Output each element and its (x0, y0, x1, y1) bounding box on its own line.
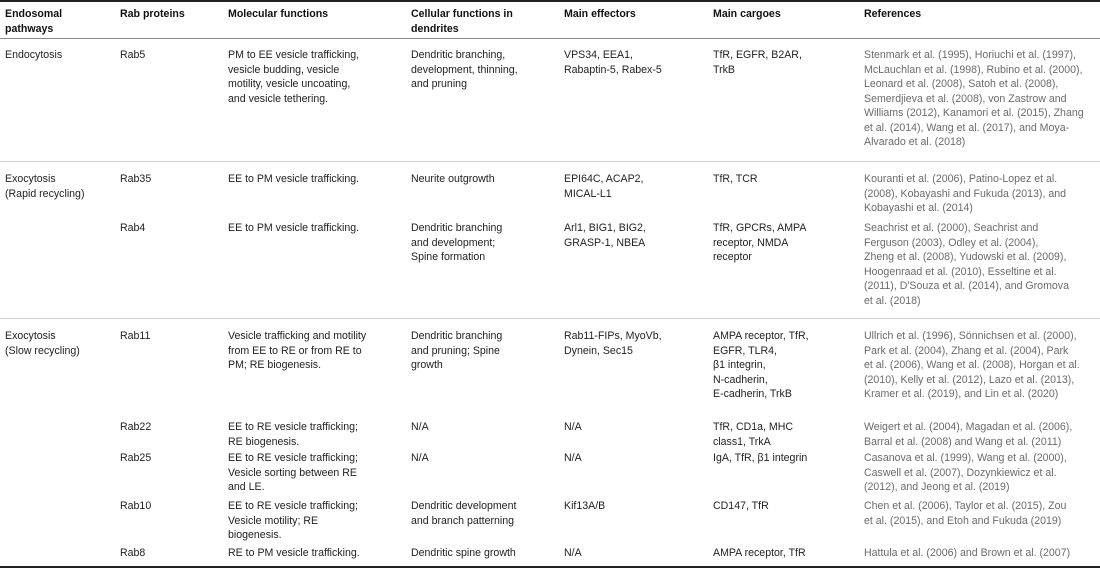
main-effectors-cell: N/A (564, 452, 582, 464)
main-cargoes-cell: TfR, GPCRs, AMPA receptor, NMDA receptor (713, 222, 807, 263)
table-bottom-rule (0, 566, 1100, 568)
references-cell: Weigert et al. (2004), Magadan et al. (2006), Barral et al. (2008) and Wang et al. (2011) (864, 421, 1073, 448)
references-cell: Kouranti et al. (2006), Patino-Lopez et al. (2008), Kobayashi and Fukuda (2013), and Kobayashi et al. (2014) (864, 173, 1067, 214)
pathway-cell: Endocytosis (5, 49, 63, 61)
rab-cell: Rab22 (120, 421, 152, 433)
main-effectors-cell: N/A (564, 421, 582, 433)
main-effectors-cell: Rab11-FIPs, MyoVb, Dynein, Sec15 (564, 330, 662, 357)
molecular-functions-cell: EE to RE vesicle trafficking; Vesicle sorting between RE and LE. (228, 452, 358, 493)
cellular-functions-cell: Dendritic branching, development, thinning, and pruning (411, 49, 518, 90)
references-cell: Seachrist et al. (2000), Seachrist and Ferguson (2003), Odley et al. (2004), Zheng et al. (2008), Yudowski et al. (2009), Hoogenraad et al. (2010), Esseltine et al. (2011), D'Souza et al. (2014), and Gromova et al. (2018) (864, 222, 1069, 307)
column-header: Main effectors (564, 8, 636, 20)
column-header: References (864, 8, 922, 20)
column-header: Main cargoes (713, 8, 781, 20)
cellular-functions-cell: N/A (411, 421, 429, 433)
rab-cell: Rab8 (120, 547, 146, 559)
molecular-functions-cell: PM to EE vesicle trafficking, vesicle budding, vesicle motility, vesicle uncoating, and vesicle tethering. (228, 49, 360, 105)
header-bottom-rule (0, 38, 1100, 39)
molecular-functions-cell: EE to RE vesicle trafficking; Vesicle motility; RE biogenesis. (228, 500, 358, 541)
row-separator (0, 318, 1100, 319)
rab-cell: Rab4 (120, 222, 146, 234)
row-separator (0, 161, 1100, 162)
rab-cell: Rab5 (120, 49, 146, 61)
main-effectors-cell: EPI64C, ACAP2, MICAL-L1 (564, 173, 644, 200)
main-cargoes-cell: CD147, TfR (713, 500, 769, 512)
main-cargoes-cell: IgA, TfR, β1 integrin (713, 452, 808, 464)
main-effectors-cell: Arl1, BIG1, BIG2, GRASP-1, NBEA (564, 222, 646, 249)
cellular-functions-cell: Dendritic branching and pruning; Spine growth (411, 330, 503, 371)
main-cargoes-cell: AMPA receptor, TfR (713, 547, 806, 559)
references-cell: Stenmark et al. (1995), Horiuchi et al. (1997), McLauchlan et al. (1998), Rubino et al. (2000), Leonard et al. (2008), Satoh et al. (2008), Semerdjieva et al. (2008), von Zastrow and Williams (2012), Kanamori et al. (2015), Zhang et al. (2014), Wang et al. (2017), and Moya- Alvarado et al. (2018) (864, 49, 1084, 148)
cellular-functions-cell: Dendritic branching and development; Spine formation (411, 222, 503, 263)
molecular-functions-cell: Vesicle trafficking and motility from EE to RE or from RE to PM; RE biogenesis. (228, 330, 367, 371)
main-cargoes-cell: TfR, TCR (713, 173, 758, 185)
references-cell: Ullrich et al. (1996), Sönnichsen et al. (2000), Park et al. (2004), Zhang et al. (2004), Park et al. (2006), Wang et al. (2008), Horgan et al. (2010), Kelly et al. (2012), Lazo et al. (2013), Kramer et al. (2019), and Lin et al. (2020) (864, 330, 1080, 400)
column-header: Molecular functions (228, 8, 329, 20)
rab-cell: Rab11 (120, 330, 151, 342)
column-header: Endosomal pathways (5, 8, 63, 35)
main-cargoes-cell: TfR, CD1a, MHC class1, TrkA (713, 421, 794, 448)
molecular-functions-cell: EE to RE vesicle trafficking; RE biogenesis. (228, 421, 358, 448)
pathway-cell: Exocytosis (Rapid recycling) (5, 173, 85, 200)
cellular-functions-cell: N/A (411, 452, 429, 464)
column-header: Cellular functions in dendrites (411, 8, 513, 35)
molecular-functions-cell: EE to PM vesicle trafficking. (228, 222, 360, 234)
references-cell: Casanova et al. (1999), Wang et al. (2000), Caswell et al. (2007), Dozynkiewicz et al. (2012), and Jeong et al. (2019) (864, 452, 1067, 493)
main-cargoes-cell: TfR, EGFR, B2AR, TrkB (713, 49, 802, 76)
column-header: Rab proteins (120, 8, 185, 20)
cellular-functions-cell: Dendritic spine growth (411, 547, 516, 559)
table-top-rule (0, 0, 1100, 2)
rab-cell: Rab10 (120, 500, 152, 512)
main-cargoes-cell: AMPA receptor, TfR, EGFR, TLR4, β1 integrin, N-cadherin, E-cadherin, TrkB (713, 330, 809, 400)
cellular-functions-cell: Dendritic development and branch patterning (411, 500, 517, 527)
main-effectors-cell: Kif13A/B (564, 500, 606, 512)
rab-cell: Rab25 (120, 452, 152, 464)
references-cell: Hattula et al. (2006) and Brown et al. (2007) (864, 547, 1071, 559)
molecular-functions-cell: EE to PM vesicle trafficking. (228, 173, 360, 185)
rab-cell: Rab35 (120, 173, 152, 185)
cellular-functions-cell: Neurite outgrowth (411, 173, 495, 185)
references-cell: Chen et al. (2006), Taylor et al. (2015), Zou et al. (2015), and Etoh and Fukuda (2019) (864, 500, 1067, 527)
main-effectors-cell: N/A (564, 547, 582, 559)
pathway-cell: Exocytosis (Slow recycling) (5, 330, 80, 357)
main-effectors-cell: VPS34, EEA1, Rabaptin-5, Rabex-5 (564, 49, 662, 76)
molecular-functions-cell: RE to PM vesicle trafficking. (228, 547, 360, 559)
